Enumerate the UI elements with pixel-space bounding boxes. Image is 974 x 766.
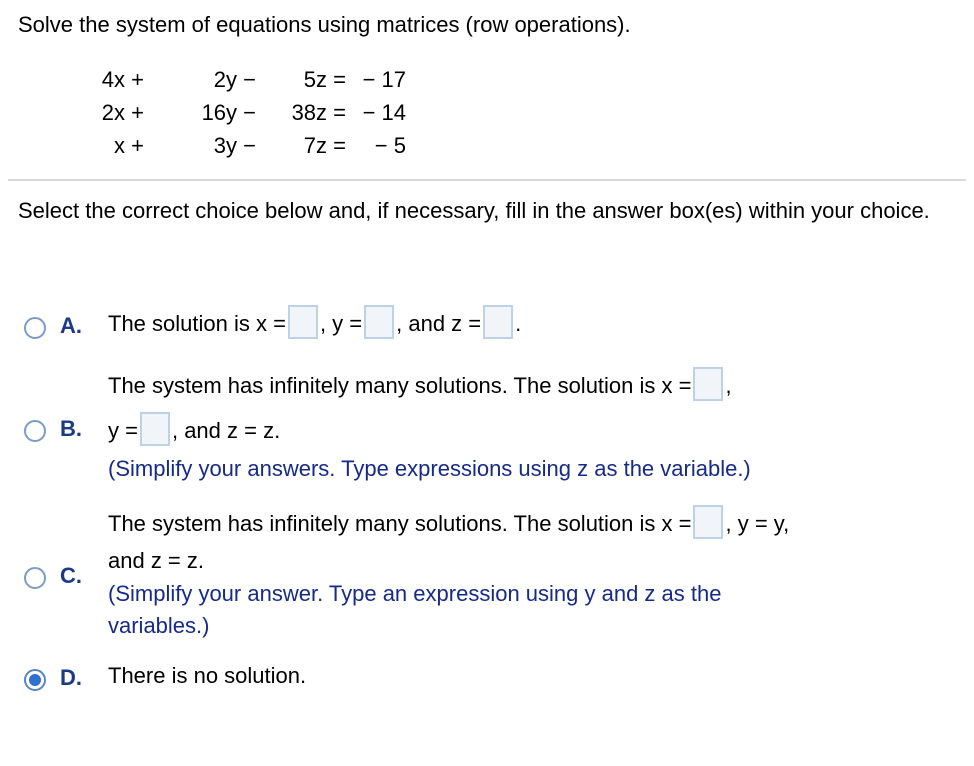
choice-c-line1 — [108, 511, 789, 539]
choice-b-line2 — [108, 418, 280, 446]
choice-a-radio[interactable] — [24, 317, 46, 339]
choice-d-text: There is no solution. — [108, 663, 307, 688]
question-title: Solve the system of equations using matrices (row operations). — [18, 12, 631, 37]
answer-box-c-x[interactable] — [693, 505, 723, 539]
choice-c-radio[interactable] — [24, 567, 46, 589]
eq2-term-x: 2x + — [101, 100, 144, 125]
choice-c-hint-line1: (Simplify your answer. Type an expression using y and z as the — [108, 581, 722, 606]
choice-b-hint: (Simplify your answers. Type expressions using z as the variable.) — [108, 456, 751, 481]
choice-b-letter: B. — [60, 416, 82, 441]
eq1-term-y: 2y − — [213, 67, 256, 92]
section-divider — [8, 179, 966, 181]
eq1-rhs: − 17 — [362, 67, 406, 92]
answer-box-b-y[interactable] — [140, 412, 170, 446]
choice-b-line1 — [108, 373, 732, 401]
choice-d-letter: D. — [60, 665, 82, 690]
eq3-rhs: − 5 — [374, 133, 406, 158]
choice-c-letter: C. — [60, 563, 82, 588]
choice-b-text-x: The system has infinitely many solutions. The solution is x = — [108, 373, 692, 398]
choice-a-text-end: . — [515, 311, 522, 336]
choice-c-hint-line2: variables.) — [108, 613, 210, 638]
choice-c-text-x: The system has infinitely many solutions. The solution is x = — [108, 511, 692, 536]
choice-c-line2: and z = z. — [108, 548, 205, 573]
choice-b-text-comma: , — [725, 373, 732, 398]
choice-d-radio[interactable] — [24, 669, 46, 691]
choice-b-radio[interactable] — [24, 420, 46, 442]
instruction-text: Select the correct choice below and, if necessary, fill in the answer box(es) within your choice. — [18, 198, 930, 223]
choice-b-text-y: y = — [108, 418, 138, 443]
answer-box-a-y[interactable] — [364, 305, 394, 339]
answer-box-b-x[interactable] — [693, 367, 723, 401]
choice-a-text-x: The solution is x = — [108, 311, 286, 336]
choice-a-letter: A. — [60, 313, 82, 338]
eq3-term-z: 7z = — [303, 133, 346, 158]
eq1-term-x: 4x + — [101, 67, 144, 92]
eq2-rhs: − 14 — [362, 100, 406, 125]
eq2-term-y: 16y − — [201, 100, 256, 125]
choice-a-text-z: , and z = — [396, 311, 482, 336]
choice-a-text-y: , y = — [319, 311, 363, 336]
choice-c-text-y: , y = y, — [725, 511, 790, 536]
eq3-term-x: x + — [114, 133, 144, 158]
answer-box-a-x[interactable] — [288, 305, 318, 339]
eq3-term-y: 3y − — [213, 133, 256, 158]
eq1-term-z: 5z = — [303, 67, 346, 92]
eq2-term-z: 38z = — [291, 100, 346, 125]
answer-box-a-z[interactable] — [483, 305, 513, 339]
choice-b-text-z: , and z = z. — [171, 418, 281, 443]
choice-a-line — [108, 311, 521, 339]
